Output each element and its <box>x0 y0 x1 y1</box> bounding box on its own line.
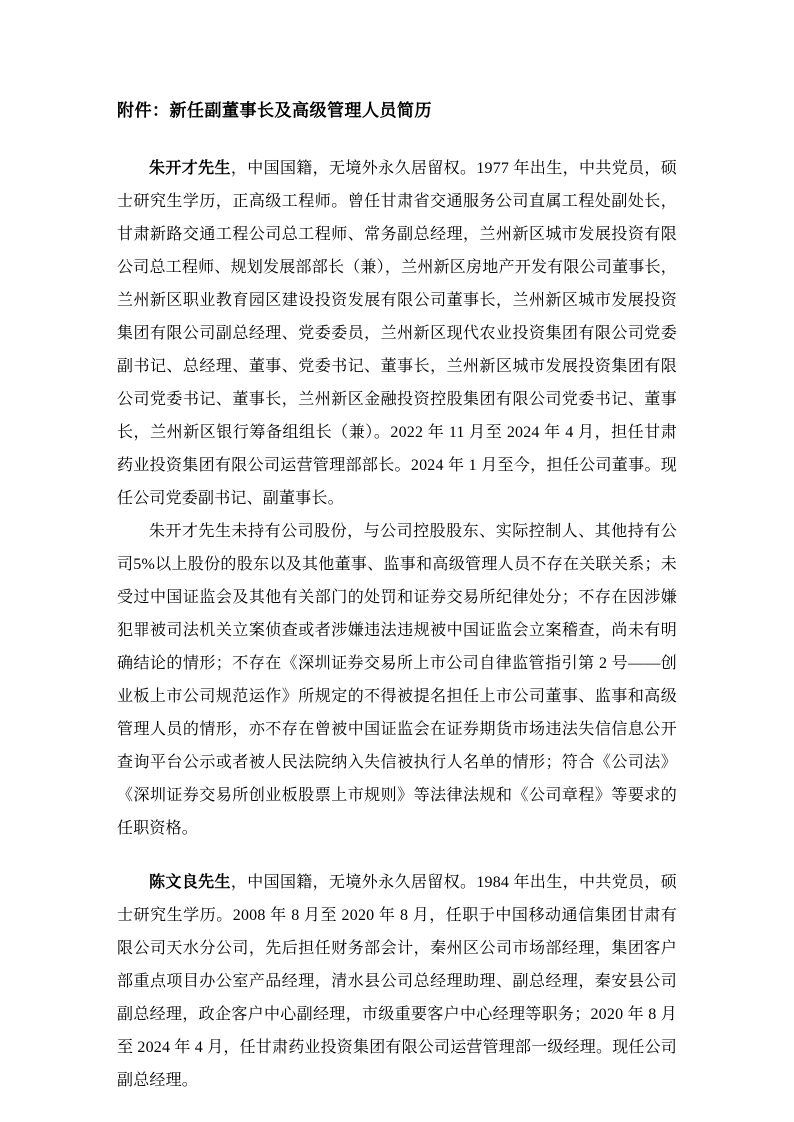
paragraph-chen-bio-text: ，中国国籍，无境外永久居留权。1984 年出生，中共党员，硕士研究生学历。2008 年 8 月至 2020 年 8 月，任职于中国移动通信集团甘肃有限公司天水分公司，先后担任财务部会计，秦州区公司市场部经理，集团客户部重点项目办公室产品经理，清水县公司总经理助理、副总经理，秦安县公司副总经理，政企客户中心副经理，市级重要客户中心经理等职务；2020 年 8 月至 2024 年 4 月，任甘肃药业投资集团有限公司运营管理部一级经理。现任公司副总经理。 <box>117 874 678 1089</box>
paragraph-zhu-compliance <box>117 515 677 845</box>
person-name-chen: 陈文良先生 <box>149 874 231 891</box>
paragraph-chen-bio <box>117 866 677 1097</box>
paragraph-zhu-bio-text: ，中国国籍，无境外永久居留权。1977 年出生，中共党员，硕士研究生学历，正高级工程师。曾任甘肃省交通服务公司直属工程处副处长，甘肃新路交通工程公司总工程师、常务副总经理，兰州新区城市发展投资有限公司总工程师、规划发展部部长（兼），兰州新区房地产开发有限公司董事长，兰州新区职业教育园区建设投资发展有限公司董事长，兰州新区城市发展投资集团有限公司副总经理、党委委员，兰州新区现代农业投资集团有限公司党委副书记、总经理、董事、党委书记、董事长，兰州新区城市发展投资集团有限公司党委书记、董事长，兰州新区金融投资控股集团有限公司党委书记、董事长，兰州新区银行筹备组组长（兼）。2022 年 11 月至 2024 年 4 月，担任甘肃药业投资集团有限公司运营管理部部长。2024 年 1 月至今，担任公司董事。现任公司党委副书记、副董事长。 <box>117 160 677 507</box>
person-name-zhu: 朱开才先生 <box>149 160 231 177</box>
paragraph-zhu-compliance-text: 朱开才先生未持有公司股份，与公司控股股东、实际控制人、其他持有公司5%以上股份的股东以及其他董事、监事和高级管理人员不存在关联关系；未受过中国证监会及其他有关部门的处罚和证券交易所纪律处分；不存在因涉嫌犯罪被司法机关立案侦查或者涉嫌违法违规被中国证监会立案稽查，尚未有明确结论的情形；不存在《深圳证券交易所上市公司自律监管指引第 2 号——创业板上市公司规范运作》所规定的不得被提名担任上市公司董事、监事和高级管理人员的情形，亦不存在曾被中国证监会在证券期货市场违法失信信息公开查询平台公示或者被人民法院纳入失信被执行人名单的情形；符合《公司法》《深圳证券交易所创业板股票上市规则》等法律法规和《公司章程》等要求的任职资格。 <box>117 523 677 837</box>
attachment-title: 附件：新任副董事长及高级管理人员简历 <box>117 101 432 120</box>
paragraph-zhu-bio <box>117 152 677 515</box>
